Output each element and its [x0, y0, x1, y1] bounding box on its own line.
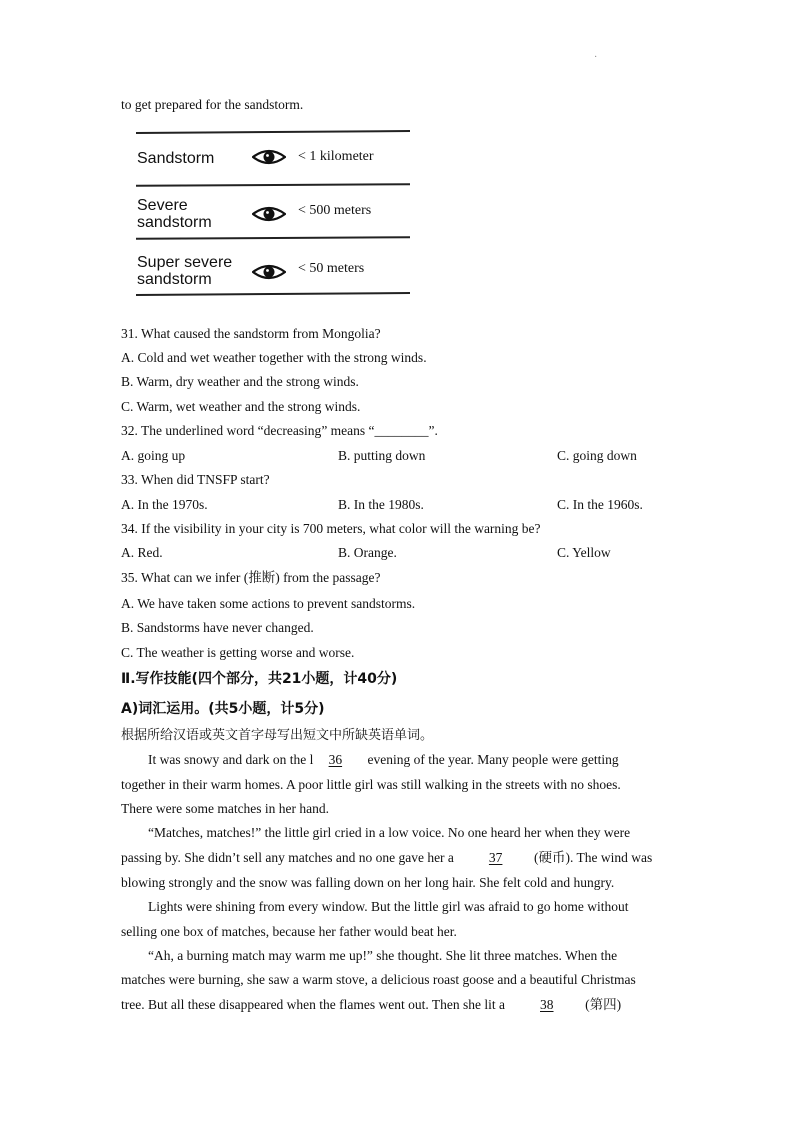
blank-36[interactable]: 36 — [328, 752, 343, 767]
sandstorm-table — [134, 126, 412, 302]
table-rule — [136, 292, 410, 295]
eye-icon — [252, 263, 286, 281]
instruction: 根据所给汉语或英文首字母写出短文中所缺英语单词。 — [121, 728, 434, 743]
option: A. going up — [121, 448, 186, 463]
speck-dot: · — [594, 52, 598, 63]
option: A. Red. — [121, 545, 163, 560]
subsection-heading: A)词汇运用。(共5小题，计5分) — [121, 701, 325, 717]
option: C. In the 1960s. — [557, 497, 643, 512]
row-label: Severe sandstorm — [137, 197, 212, 231]
options-row — [121, 447, 681, 465]
section-heading: Ⅱ.写作技能(四个部分，共21小题，计40分) — [121, 671, 398, 687]
row-value: < 50 meters — [298, 261, 365, 276]
passage-line: matches were burning, she saw a warm stove, a delicious roast goose and a beautiful Christmas — [121, 972, 636, 987]
table-rule — [136, 236, 410, 239]
passage-line: tree. But all these disappeared when the flames went out. Then she lit a 38 (第四) — [121, 997, 622, 1012]
row-value: < 1 kilometer — [298, 149, 374, 164]
eye-icon — [252, 205, 286, 223]
eye-icon — [252, 148, 286, 166]
option: B. Warm, dry weather and the strong winds. — [121, 374, 359, 389]
question-32: 32. The underlined word “decreasing” means “________”. — [121, 423, 438, 438]
blank-37[interactable]: 37 — [488, 850, 503, 865]
option: B. In the 1980s. — [338, 497, 424, 512]
passage-line: selling one box of matches, because her father would beat her. — [121, 924, 457, 939]
option: C. Yellow — [557, 545, 611, 560]
blank-38[interactable]: 38 — [540, 997, 554, 1012]
passage-line: There were some matches in her hand. — [121, 801, 330, 816]
passage-line: blowing strongly and the snow was falling down on her long hair. She felt cold and hungry. — [121, 875, 615, 890]
passage-line: “Matches, matches!” the little girl cried in a low voice. No one heard her when they were — [148, 825, 631, 840]
option: C. going down — [557, 448, 637, 463]
passage-line: together in their warm homes. A poor little girl was still walking in the streets with no shoes. — [121, 777, 621, 792]
option: C. The weather is getting worse and worse. — [121, 645, 355, 660]
passage-line: Lights were shining from every window. But the little girl was afraid to go home without — [148, 899, 629, 914]
option: B. Sandstorms have never changed. — [121, 620, 314, 635]
passage-line: passing by. She didn’t sell any matches and no one gave her a 37 (硬币). The wind was — [121, 850, 653, 865]
option: A. In the 1970s. — [121, 497, 208, 512]
option: A. Cold and wet weather together with the strong winds. — [121, 350, 427, 365]
options-row — [121, 544, 681, 562]
passage-line: “Ah, a burning match may warm me up!” she thought. She lit three matches. When the — [148, 948, 618, 963]
question-35: 35. What can we infer (推断) from the passage? — [121, 570, 381, 585]
option: A. We have taken some actions to prevent sandstorms. — [121, 596, 416, 611]
row-value: < 500 meters — [298, 203, 372, 218]
option: B. putting down — [338, 448, 426, 463]
option: B. Orange. — [338, 545, 397, 560]
intro-line: to get prepared for the sandstorm. — [121, 97, 304, 112]
passage-line: It was snowy and dark on the l 36 evening of the year. Many people were getting — [148, 752, 619, 767]
question-34: 34. If the visibility in your city is 700 meters, what color will the warning be? — [121, 521, 541, 536]
row-label: Super severe sandstorm — [137, 254, 233, 288]
table-rule — [136, 130, 410, 133]
option: C. Warm, wet weather and the strong winds. — [121, 399, 361, 414]
options-row — [121, 496, 681, 514]
question-31: 31. What caused the sandstorm from Mongolia? — [121, 326, 381, 341]
question-33: 33. When did TNSFP start? — [121, 472, 270, 487]
table-rule — [136, 183, 410, 186]
row-label: Sandstorm — [137, 150, 215, 167]
